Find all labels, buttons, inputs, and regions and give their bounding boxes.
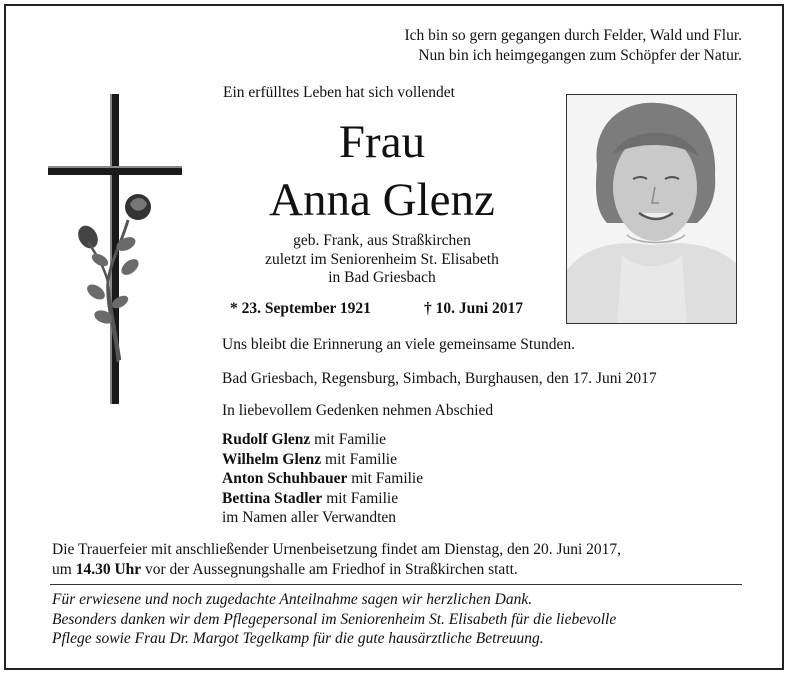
poem-line: Nun bin ich heimgegangen zum Schöpfer der Natur. (418, 47, 742, 64)
portrait-photo (566, 94, 737, 324)
thanks-text (52, 590, 752, 649)
mourners-list (222, 430, 423, 528)
mourner-name: Bettina Stadler (222, 489, 323, 507)
cross-with-rose-icon (46, 92, 186, 412)
memory-text: Uns bleibt die Erinnerung an viele gemeinsame Stunden. (222, 336, 575, 353)
mourner-item (222, 450, 423, 470)
deceased-name: Anna Glenz (269, 174, 495, 226)
salutation: Frau (338, 116, 426, 168)
origin-line: geb. Frank, aus Straßkirchen (293, 232, 471, 249)
intro-text: Ein erfülltes Leben hat sich vollendet (223, 84, 455, 101)
mourner-name: Rudolf Glenz (222, 431, 311, 448)
ceremony-line (52, 560, 752, 580)
ceremony-time: 14.30 Uhr (75, 560, 142, 578)
mourner-suffix: mit Familie (321, 450, 397, 468)
mourners-closing: im Namen aller Verwandten (222, 509, 397, 526)
mourner-suffix: mit Familie (347, 470, 424, 487)
farewell-text: In liebevollem Gedenken nehmen Abschied (222, 402, 494, 419)
mourner-suffix: mit Familie (310, 431, 387, 448)
mourner-item (222, 469, 423, 489)
mourner-name: Wilhelm Glenz (222, 450, 322, 468)
origin-line: zuletzt im Seniorenheim St. Elisabeth (265, 250, 499, 268)
ceremony-suffix: vor der Aussegnungshalle am Friedhof in Straßkirchen statt. (141, 560, 518, 578)
mourner-item (222, 430, 423, 450)
mourner-item (222, 489, 423, 509)
ceremony-prefix: um (52, 560, 76, 578)
divider (50, 584, 742, 585)
death-date: † 10. Juni 2017 (424, 300, 524, 317)
thanks-line: Pflege sowie Frau Dr. Margot Tegelkamp für die gute hausärztliche Betreuung. (52, 630, 544, 647)
origin-info (222, 232, 542, 288)
ceremony-notice (52, 540, 752, 579)
poem (405, 26, 742, 66)
place-date: Bad Griesbach, Regensburg, Simbach, Burghausen, den 17. Juni 2017 (222, 370, 657, 387)
birth-date: * 23. September 1921 (230, 300, 371, 317)
poem-line: Ich bin so gern gegangen durch Felder, Wald und Flur. (404, 27, 742, 44)
thanks-line: Für erwiesene und noch zugedachte Anteilnahme sagen wir herzlichen Dank. (52, 591, 533, 608)
mourner-name: Anton Schuhbauer (222, 470, 348, 487)
ceremony-line: Die Trauerfeier mit anschließender Urnenbeisetzung findet am Dienstag, den 20. Juni 2017, (52, 541, 622, 558)
thanks-line: Besonders danken wir dem Pflegepersonal im Seniorenheim St. Elisabeth für die liebevolle (52, 610, 617, 628)
mourner-suffix: mit Familie (322, 489, 399, 507)
origin-line: in Bad Griesbach (328, 269, 436, 286)
